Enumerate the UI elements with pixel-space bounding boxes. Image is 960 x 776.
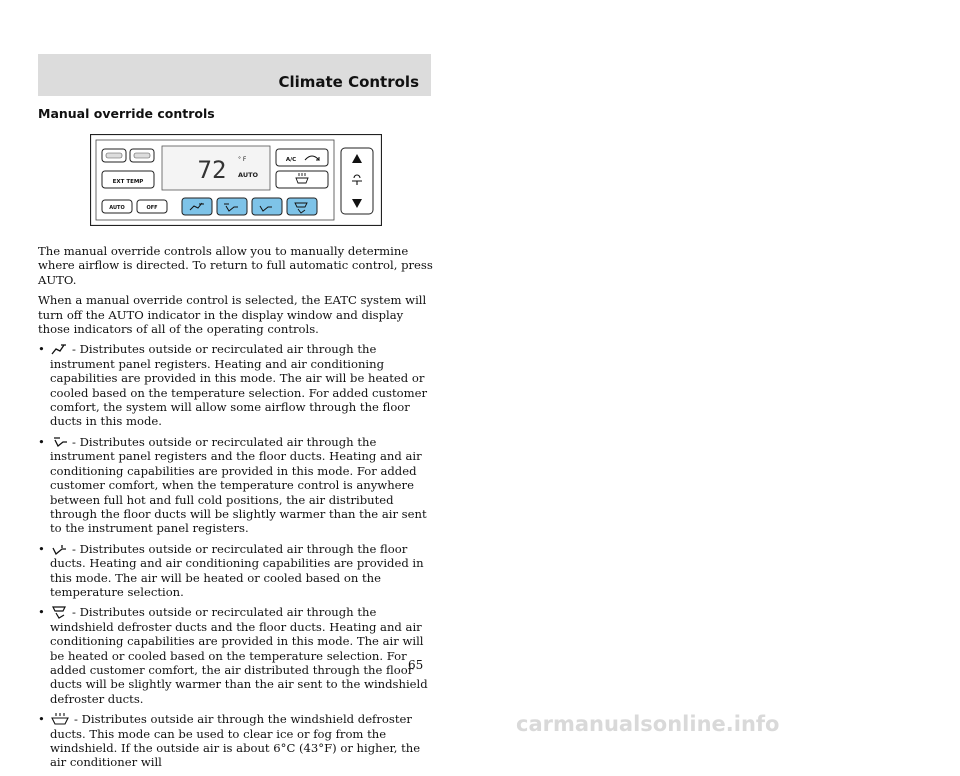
bullet-text: - Distributes outside or recirculated air through the instrument panel registers. Heating and air conditioning capabilities are provided in this mode. The air will be heated or cooled based on the temperature selection. For added customer comfort, the system will allow some airflow through the floor ducts in this mode. [50, 342, 427, 429]
panel-floor-icon [50, 435, 68, 449]
bullet-floor-mode [38, 542, 438, 600]
ac-button [276, 149, 328, 166]
floor-defrost-icon [50, 605, 68, 619]
bullet-panel-mode [38, 342, 438, 428]
bullet-marker: • [38, 712, 45, 727]
panel-floor-mode-button [217, 198, 247, 215]
page-title: Climate Controls [278, 73, 419, 91]
intro-paragraph-1: The manual override controls allow you to manually determine where airflow is directed. To return to full automatic control, press AUTO. [38, 244, 433, 287]
bullet-text: - Distributes outside or recirculated air through the windshield defroster ducts and the floor ducts. Heating and air conditioning capabilities are provided in this mode. The air will be heated or cooled based on the temperature selection. For added customer comfort, the air distributed through the floor ducts will be slightly warmer than the air sent to the windshield defroster ducts. [50, 605, 428, 706]
watermark: carmanualsonline.info [516, 712, 780, 736]
bullet-text: - Distributes outside or recirculated air through the floor ducts. Heating and air conditioning capabilities are provided in this mode. The air will be heated or cooled based on the temperature selection. [50, 541, 424, 599]
bullet-defrost-mode [38, 712, 438, 770]
off-label: OFF [146, 205, 158, 211]
body-text [38, 244, 438, 776]
floor-icon [50, 542, 68, 556]
bullet-text: - Distributes outside air through the windshield defroster ducts. This mode can be used to clear ice or fog from the windshield. If the outside air is about 6°C (43°F) or higher, the air conditioner will [50, 712, 421, 770]
bullet-panel-floor-mode [38, 435, 438, 536]
display-unit: ° F [238, 156, 247, 163]
bullet-marker: • [38, 605, 45, 620]
bullet-marker: • [38, 434, 45, 449]
bullet-floor-defrost-mode [38, 605, 438, 706]
bullet-text: - Distributes outside or recirculated air through the instrument panel registers and the floor ducts. Heating and air conditioning capabilities are provided in this mode. For added customer comfort, when the temperature control is anywhere between full hot and full cold positions, the air distributed through the floor ducts will be slightly warmer than the air sent to the instrument panel registers. [50, 434, 427, 536]
page-number: 65 [408, 658, 424, 672]
climate-control-panel-illustration [90, 134, 382, 226]
section-heading: Manual override controls [38, 106, 215, 121]
bullet-marker: • [38, 342, 45, 357]
bullet-marker: • [38, 541, 45, 556]
display-temp: 72 [197, 156, 227, 184]
defrost-icon [50, 712, 70, 726]
intro-paragraph-2: When a manual override control is selected, the EATC system will turn off the AUTO indicator in the display window and display those indicators of all of the operating controls. [38, 293, 427, 337]
auto-label: AUTO [109, 205, 125, 211]
ac-label: A/C [285, 157, 297, 163]
panel-mode-button [182, 198, 212, 215]
display-mode: AUTO [238, 171, 259, 179]
ext-temp-label: EXT TEMP [112, 179, 144, 185]
floor-mode-button [252, 198, 282, 215]
panel-vent-icon [50, 342, 68, 356]
header-band [38, 54, 431, 96]
